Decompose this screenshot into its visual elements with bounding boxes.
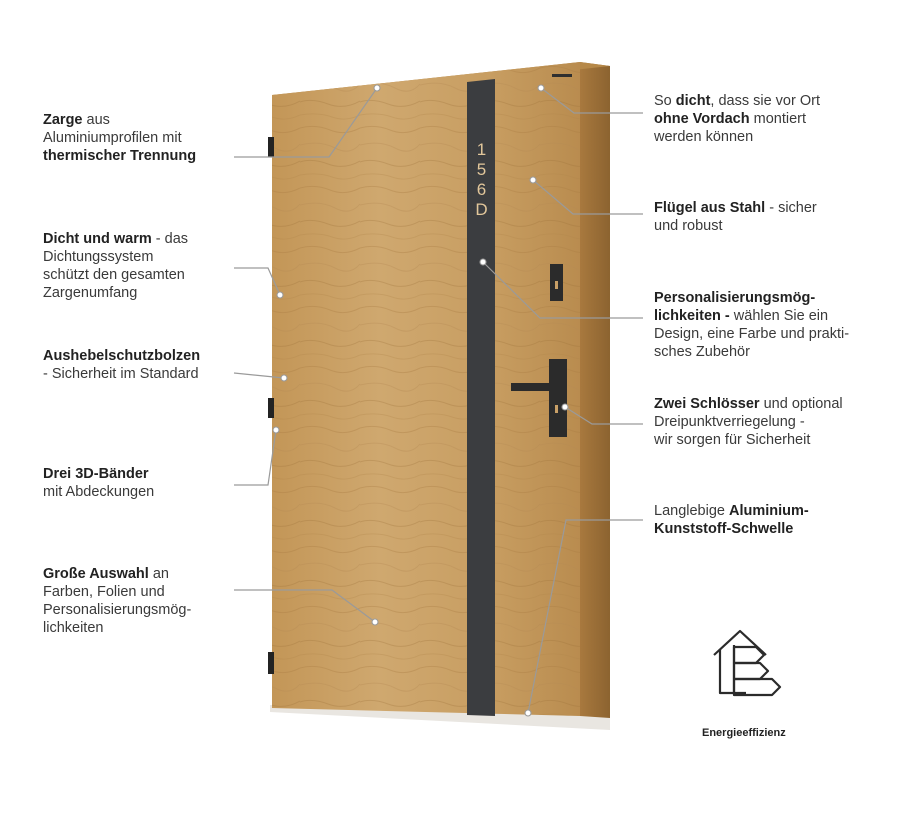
callout-auswahl [43, 565, 233, 637]
callout-line [654, 343, 889, 361]
leader-personal [483, 262, 643, 318]
callout-text: - sicher [765, 200, 817, 216]
callout-text: wir sorgen für Sicherheit [654, 432, 811, 448]
callout-text: Langlebige [654, 503, 729, 519]
callout-line [654, 289, 889, 307]
callout-bold-text: Personalisierungsmög- [654, 290, 816, 306]
leader-vordach [541, 88, 643, 113]
callout-text: lichkeiten [43, 620, 104, 636]
callout-line [43, 248, 233, 266]
callout-stahl [654, 199, 884, 235]
house-number: 156D [472, 140, 491, 220]
callout-line [654, 431, 889, 449]
callout-line [654, 92, 884, 110]
callout-text: So [654, 93, 676, 109]
callout-text: Dreipunktverriegelung - [654, 414, 805, 430]
callout-text: Zargenumfang [43, 285, 138, 301]
callout-bold-text: Flügel aus Stahl [654, 200, 766, 216]
callout-text: und optional [759, 396, 843, 412]
callout-text: mit Abdeckungen [43, 484, 155, 500]
callout-line [654, 128, 884, 146]
leader-zarge [234, 88, 377, 157]
callout-text: sches Zubehör [654, 344, 750, 360]
callout-text: aus [82, 112, 110, 128]
callout-bold-text: thermischer Trennung [43, 148, 197, 164]
callout-line [654, 502, 884, 520]
leader-dicht-warm [234, 268, 280, 295]
callout-line [43, 365, 243, 383]
callout-bold-text: ohne Vordach [654, 111, 750, 127]
callout-personalisierung [654, 289, 889, 361]
callout-line [654, 110, 884, 128]
leader-schwelle [528, 520, 643, 713]
callout-text: schützt den gesamten [43, 267, 185, 283]
callout-line [43, 129, 233, 147]
callout-schloesser [654, 395, 889, 449]
callout-dicht-warm [43, 230, 233, 302]
callout-line [654, 395, 889, 413]
callout-line [43, 465, 233, 483]
callout-text: Dichtungssystem [43, 249, 154, 265]
callout-zarge [43, 111, 233, 165]
callout-text: Aluminiumprofilen mit [43, 130, 182, 146]
callout-line [654, 217, 884, 235]
callout-bold-text: Drei 3D-Bänder [43, 466, 149, 482]
callout-text: , dass sie vor Ort [710, 93, 820, 109]
callout-vordach [654, 92, 884, 146]
callout-text: Farben, Folien und [43, 584, 165, 600]
callout-text: werden können [654, 129, 754, 145]
callout-bold-text: Aluminium- [729, 503, 809, 519]
callout-line [43, 601, 233, 619]
callout-text: Design, eine Farbe und prakti- [654, 326, 850, 342]
callout-text: an [148, 566, 169, 582]
callout-bold-text: dicht [675, 93, 711, 109]
callout-baender [43, 465, 233, 501]
callout-text: und robust [654, 218, 723, 234]
leader-stahl [533, 180, 643, 214]
callout-text: - das [151, 231, 189, 247]
callout-bold-text: Dicht und warm [43, 231, 152, 247]
callout-line [654, 307, 889, 325]
callout-line [43, 230, 233, 248]
energy-label: Energieeffizienz [702, 727, 786, 739]
callout-bold-text: Zarge [43, 112, 83, 128]
leader-schloesser [565, 407, 643, 424]
callout-line [43, 147, 233, 165]
callout-text: wählen Sie ein [729, 308, 829, 324]
callout-line [43, 583, 233, 601]
callout-text: montiert [749, 111, 807, 127]
callout-line [654, 413, 889, 431]
callout-bold-text: Kunststoff-Schwelle [654, 521, 794, 537]
house-energy-b-icon [708, 625, 788, 705]
callout-line [43, 619, 233, 637]
callout-bold-text: Große Auswahl [43, 566, 149, 582]
callout-schwelle [654, 502, 884, 538]
callout-line [654, 520, 884, 538]
callout-bold-text: Zwei Schlösser [654, 396, 760, 412]
callout-line [43, 284, 233, 302]
leader-auswahl [234, 590, 375, 622]
callout-text: - Sicherheit im Standard [43, 366, 199, 382]
callout-text: Personalisierungsmög- [43, 602, 192, 618]
callout-line [654, 199, 884, 217]
callout-line [43, 483, 233, 501]
callout-line [43, 111, 233, 129]
leader-baender [234, 430, 276, 485]
callout-line [43, 266, 233, 284]
callout-line [43, 347, 243, 365]
callout-bold-text: lichkeiten - [654, 308, 730, 324]
callout-bold-text: Aushebelschutzbolzen [43, 348, 201, 364]
callout-aushebelschutz [43, 347, 243, 383]
callout-line [43, 565, 233, 583]
callout-line [654, 325, 889, 343]
